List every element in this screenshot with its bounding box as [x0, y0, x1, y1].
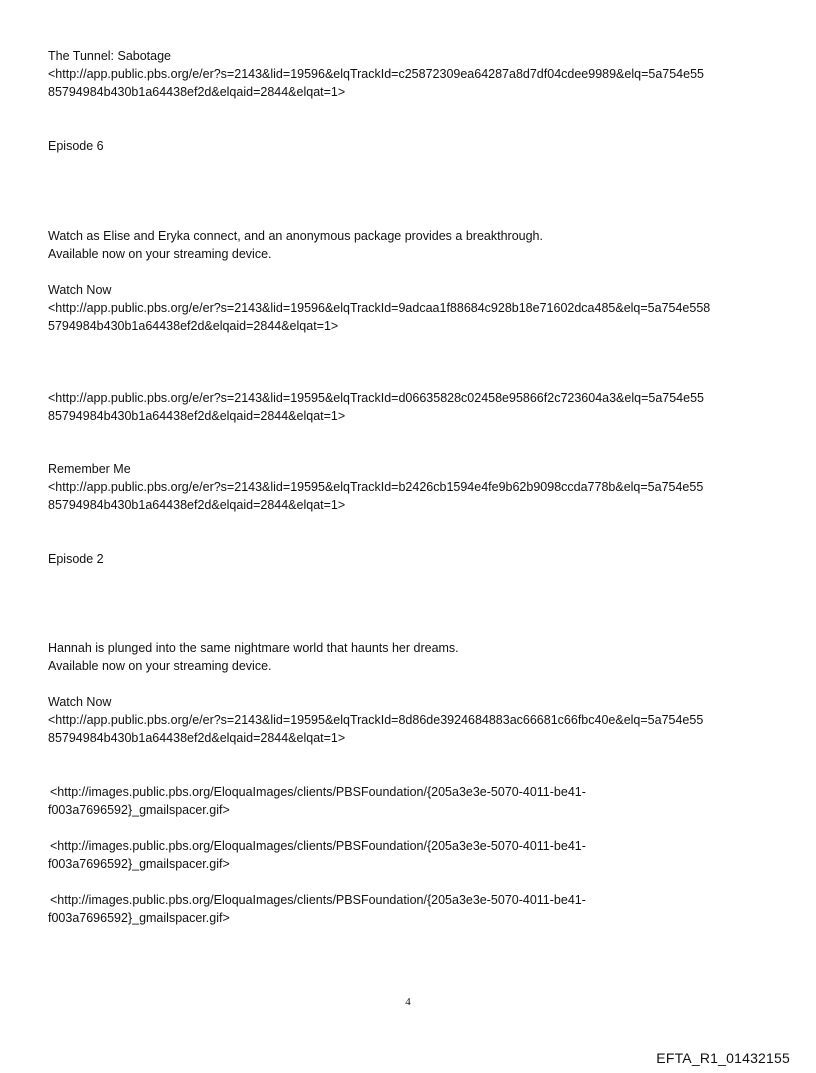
document-id: EFTA_R1_01432155 [656, 1050, 790, 1066]
remember-watch-now-link-2: 85794984b430b1a64438ef2d&elqaid=2844&elqat=1> [48, 731, 346, 745]
remember-watch-now-link-1: <http://app.public.pbs.org/e/er?s=2143&lid=19595&elqTrackId=8d86de3924684883ac66681c66fbc40e&elq=5a754e55 [48, 713, 704, 727]
spacer-link-2-line-2: f003a7696592}_gmailspacer.gif> [48, 857, 230, 871]
spacer-link-3-line-1: <http://images.public.pbs.org/EloquaImages/clients/PBSFoundation/{205a3e3e-5070-4011-be41- [50, 893, 586, 907]
remember-watch-now-label: Watch Now [48, 695, 112, 709]
remember-episode: Episode 2 [48, 552, 104, 566]
remember-title: Remember Me [48, 462, 131, 476]
tunnel-link-line-1: <http://app.public.pbs.org/e/er?s=2143&lid=19596&elqTrackId=c25872309ea64287a8d7df04cdee9989&elq=5a754e55 [48, 67, 704, 81]
image-link-line-2: 85794984b430b1a64438ef2d&elqaid=2844&elqat=1> [48, 409, 346, 423]
tunnel-title: The Tunnel: Sabotage [48, 49, 172, 63]
remember-link-line-2: 85794984b430b1a64438ef2d&elqaid=2844&elqat=1> [48, 498, 346, 512]
tunnel-watch-now-link-2: 5794984b430b1a64438ef2d&elqaid=2844&elqat=1> [48, 319, 339, 333]
tunnel-watch-now-label: Watch Now [48, 283, 112, 297]
remember-description-1: Hannah is plunged into the same nightmare world that haunts her dreams. [48, 641, 459, 655]
spacer-link-1-line-1: <http://images.public.pbs.org/EloquaImages/clients/PBSFoundation/{205a3e3e-5070-4011-be41- [50, 785, 586, 799]
remember-link-line-1: <http://app.public.pbs.org/e/er?s=2143&lid=19595&elqTrackId=b2426cb1594e4fe9b62b9098ccda778b&elq=5a754e55 [48, 480, 704, 494]
image-link-line-1: <http://app.public.pbs.org/e/er?s=2143&lid=19595&elqTrackId=d06635828c02458e95866f2c723604a3&elq=5a754e55 [48, 391, 704, 405]
remember-description-2: Available now on your streaming device. [48, 659, 272, 673]
tunnel-link-line-2: 85794984b430b1a64438ef2d&elqaid=2844&elqat=1> [48, 85, 346, 99]
page-number: 4 [405, 996, 411, 1008]
tunnel-description-1: Watch as Elise and Eryka connect, and an anonymous package provides a breakthrough. [48, 229, 543, 243]
spacer-link-2-line-1: <http://images.public.pbs.org/EloquaImages/clients/PBSFoundation/{205a3e3e-5070-4011-be41- [50, 839, 586, 853]
tunnel-watch-now-link-1: <http://app.public.pbs.org/e/er?s=2143&lid=19596&elqTrackId=9adcaa1f88684c928b18e71602dca485&elq=5a754e558 [48, 301, 711, 315]
tunnel-episode: Episode 6 [48, 139, 104, 153]
spacer-link-1-line-2: f003a7696592}_gmailspacer.gif> [48, 803, 230, 817]
tunnel-description-2: Available now on your streaming device. [48, 247, 272, 261]
spacer-link-3-line-2: f003a7696592}_gmailspacer.gif> [48, 911, 230, 925]
